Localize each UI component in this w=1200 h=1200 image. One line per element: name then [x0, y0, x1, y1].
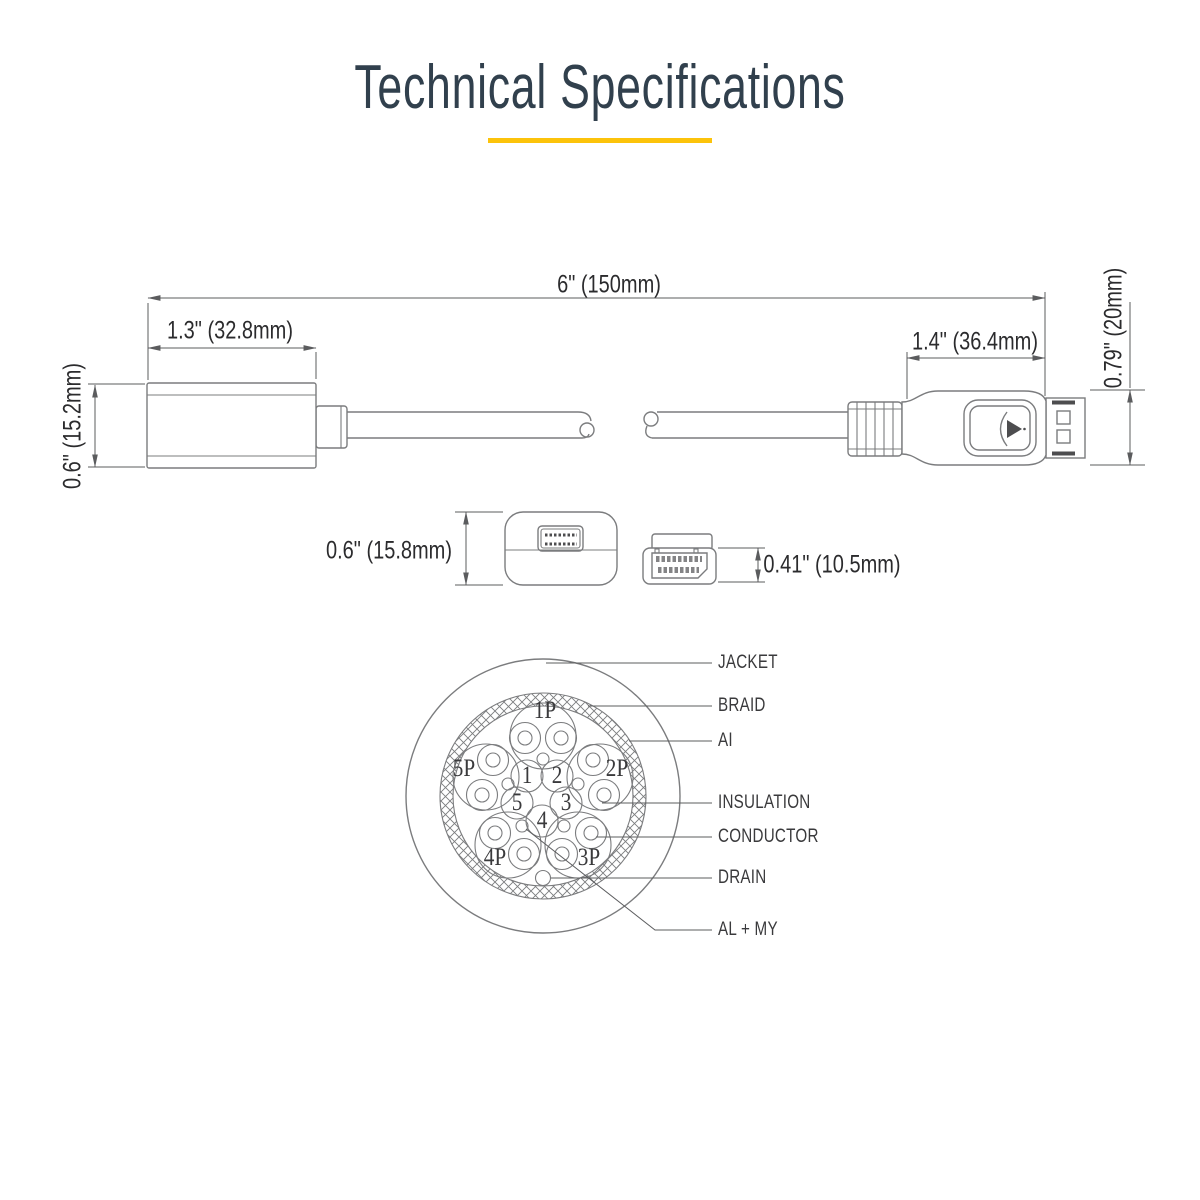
dimension-adapter-height: 0.6" (15.2mm) — [58, 362, 87, 490]
wire-number-5: 5 — [511, 789, 523, 816]
mini-displayport-housing — [147, 383, 347, 468]
pair-label-4p: 4P — [483, 844, 507, 871]
page-title: Technical Specifications — [354, 53, 846, 122]
wire-number-2: 2 — [551, 762, 563, 789]
dimension-connector-length: 1.4" (36.4mm) — [911, 327, 1039, 356]
drain-wire-circle — [536, 871, 551, 886]
wire-number-4: 4 — [536, 807, 548, 834]
layer-label-insulation: INSULATION — [718, 792, 811, 813]
al-layer-circle — [453, 706, 633, 886]
connector-front-views — [455, 512, 765, 585]
wire-number-1: 1 — [521, 762, 533, 789]
displayport-front-view — [643, 534, 716, 584]
layer-label-conductor: CONDUCTOR — [718, 826, 819, 847]
pair-label-5p: 5P — [452, 755, 476, 782]
displayport-connector — [848, 391, 1085, 465]
layer-label-braid: BRAID — [718, 695, 766, 716]
strain-relief-ribs — [848, 402, 902, 456]
layer-label-al-my: AL + MY — [718, 919, 778, 940]
displayport-plug — [1046, 398, 1085, 458]
layer-label-jacket: JACKET — [718, 652, 778, 673]
dimension-adapter-length: 1.3" (32.8mm) — [166, 316, 294, 345]
dimension-dp-front-height: 0.41" (10.5mm) — [763, 550, 901, 579]
front-view-dimensions — [455, 512, 765, 585]
cable-cross-section — [406, 659, 712, 933]
dimension-overall-length: 6" (150mm) — [557, 270, 661, 299]
pair-label-2p: 2P — [605, 755, 629, 782]
pair-label-1p: 1P — [533, 697, 557, 724]
layer-label-drain: DRAIN — [718, 867, 767, 888]
mini-displayport-front-view — [505, 512, 617, 585]
cable-run — [347, 412, 848, 438]
pair-label-3p: 3P — [577, 844, 601, 871]
dimension-connector-height: 0.79" (20mm) — [1099, 267, 1128, 389]
layer-label-al: AI — [718, 730, 733, 751]
dimension-minidp-front-height: 0.6" (15.8mm) — [325, 536, 453, 565]
wire-number-3: 3 — [560, 789, 572, 816]
